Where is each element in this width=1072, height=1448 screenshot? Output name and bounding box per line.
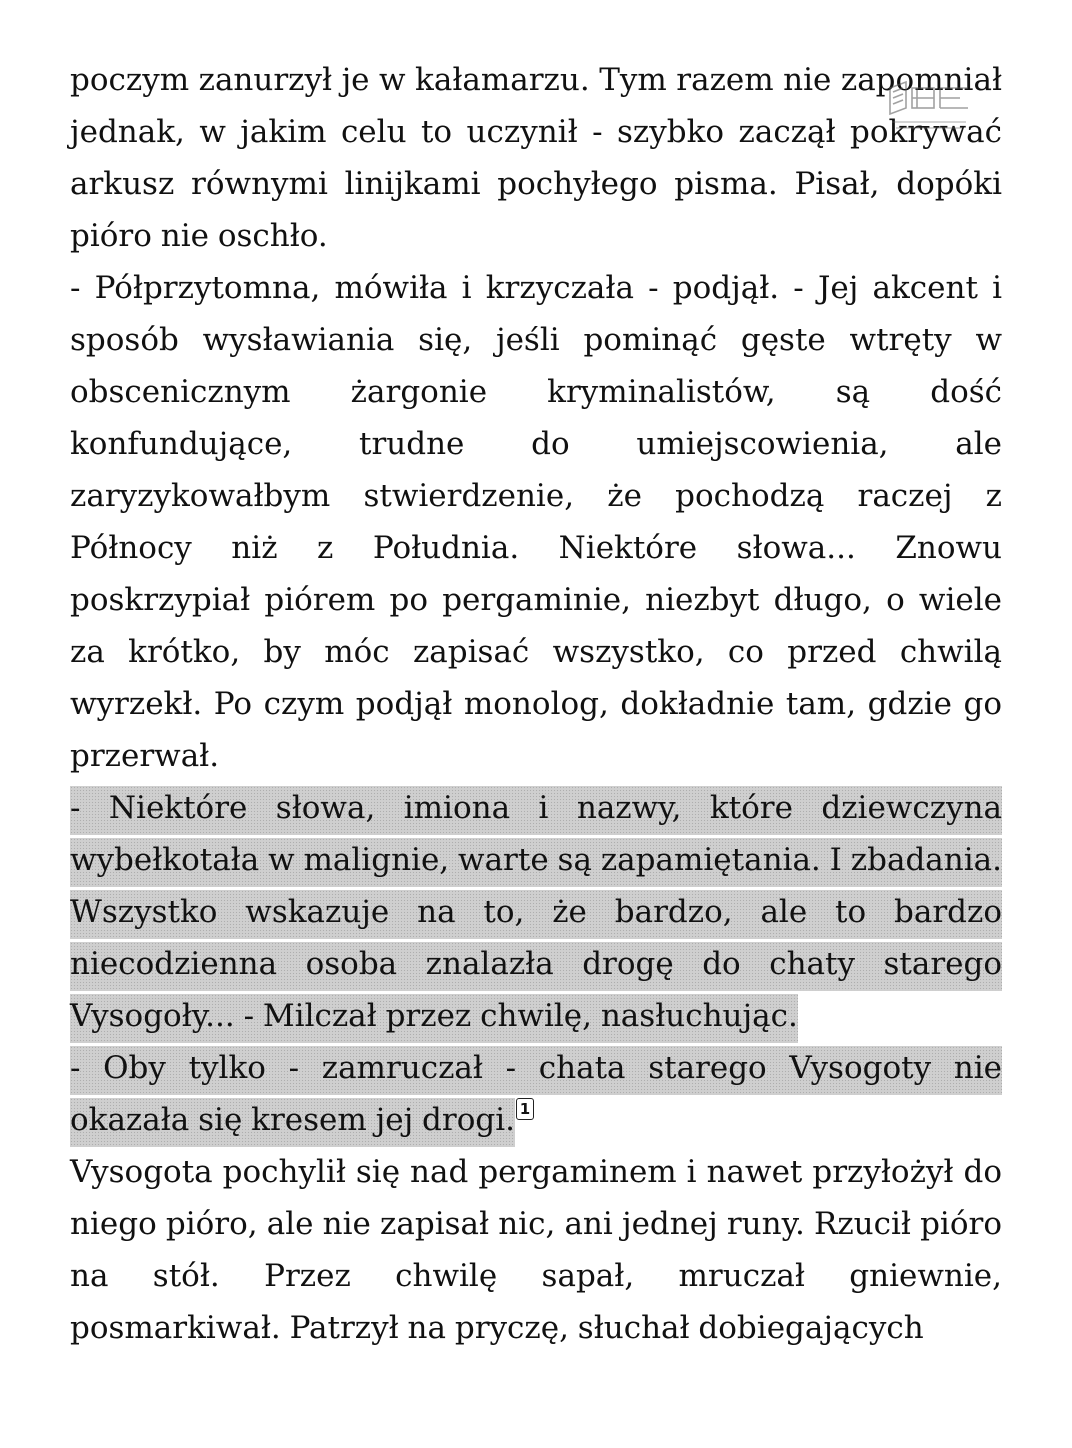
paragraph-2 [70, 262, 1002, 782]
paragraph-3-highlighted [70, 782, 1002, 1042]
paragraph-4-highlighted [70, 1042, 1002, 1146]
highlighted-text[interactable]: - Oby tylko - zamruczał - chata starego Vysogoty nie okazała się kresem jej drogi. [70, 1046, 1002, 1147]
site-logo-watermark-icon [884, 78, 974, 134]
footnote-marker[interactable]: 1 [516, 1098, 534, 1120]
text-segment: poczym zanurzył je w kałamarzu. Tym razem nie zapomniał jednak, w jakim celu to uczynił - szybko zaczął pokrywać arkusz równymi linijkami pochyłego pisma. Pisał, dopóki pióro nie oschło. [70, 62, 1002, 254]
paragraph-5 [70, 1146, 1002, 1354]
highlighted-text[interactable]: - Niektóre słowa, imiona i nazwy, które dziewczyna wybełkotała w malignie, warte są zapamiętania. I zbadania. Wszystko wskazuje na to, że bardzo, ale to bardzo niecodzienna osoba znalazła drogę do chaty starego Vysogoły... - Milczał przez chwilę, nasłuchując. [70, 786, 1002, 1043]
text-segment: - Półprzytomna, mówiła i krzyczała - podjął. - Jej akcent i sposób wysławiania się, jeśli pominąć gęste wtręty w obscenicznym żargonie kryminalistów, są dość konfundujące, trudne do umiejscowienia, ale zaryzykowałbym stwierdzenie, że pochodzą raczej z Północy niż z Południa. Niektóre słowa... Znowu poskrzypiał piórem po pergaminie, niezbyt długo, o wiele za krótko, by móc zapisać wszystko, co przed chwilą wyrzekł. Po czym podjął monolog, dokładnie tam, gdzie go przerwał. [70, 270, 1002, 774]
text-segment: Vysogota pochylił się nad pergaminem i nawet przyłożył do niego pióro, ale nie zapisał nic, ani jednej runy. Rzucił pióro na stół. Przez chwilę sapał, mruczał gniewnie, posmarkiwał. Patrzył na pryczę, słuchał dobiegających [70, 1154, 1002, 1346]
book-page [70, 54, 1002, 1354]
paragraph-1 [70, 54, 1002, 262]
